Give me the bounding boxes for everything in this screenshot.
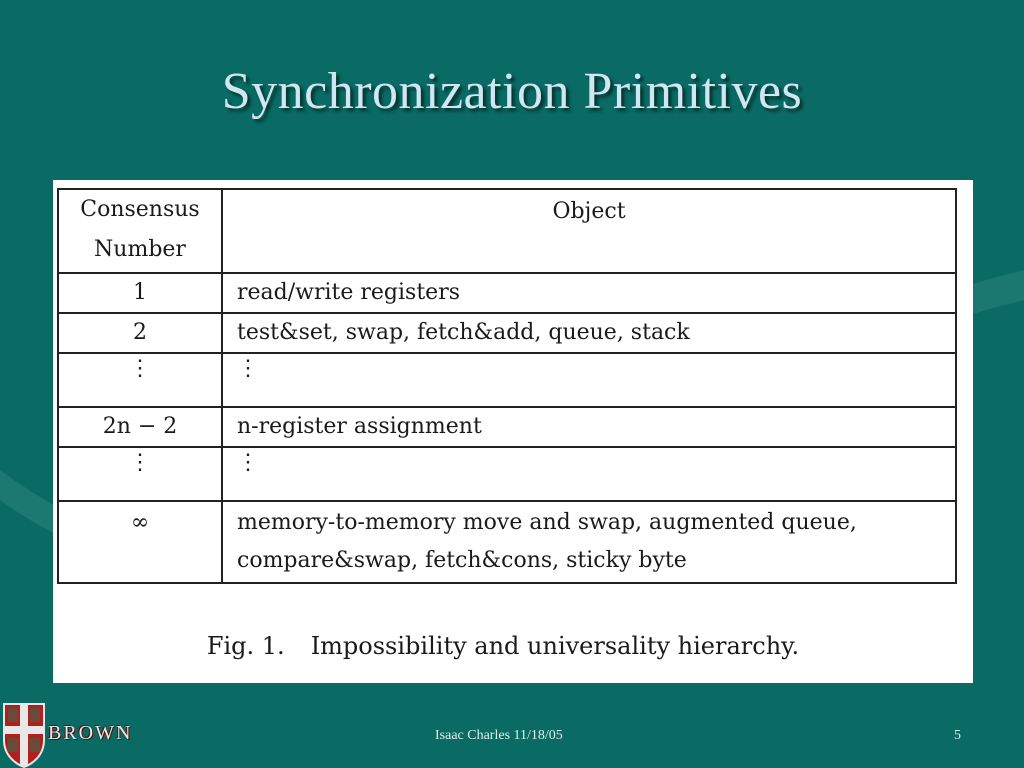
caption-label: Fig. 1. (206, 632, 285, 660)
header-consensus-number: Consensus Number (58, 189, 222, 273)
figure-image (53, 180, 973, 683)
row-number: 2n − 2 (58, 407, 222, 447)
row-object: test&set, swap, fetch&add, queue, stack (222, 313, 956, 353)
table-header-row (58, 189, 956, 273)
logo-text: BROWN (48, 722, 133, 744)
table-row (58, 273, 956, 313)
page-number: 5 (954, 728, 961, 743)
caption-text: Impossibility and universality hierarchy. (310, 632, 800, 660)
shield-icon (2, 700, 46, 768)
table-row (58, 501, 956, 583)
row-object: n-register assignment (222, 407, 956, 447)
brown-logo (2, 700, 152, 768)
hierarchy-table (57, 188, 957, 584)
slide-title: Synchronization Primitives (221, 63, 803, 120)
row-number: ∞ (58, 501, 222, 583)
footer-author-date: Isaac Charles 11/18/05 (435, 728, 563, 743)
row-object: ⋮ (222, 447, 956, 501)
header-object: Object (222, 189, 956, 273)
row-object: memory-to-memory move and swap, augmented queue, compare&swap, fetch&cons, sticky byte (222, 501, 956, 583)
figure-caption (53, 632, 953, 660)
row-object: read/write registers (222, 273, 956, 313)
row-number: ⋮ (58, 353, 222, 407)
table-row (58, 447, 956, 501)
table-row (58, 407, 956, 447)
table-row (58, 313, 956, 353)
row-number: 1 (58, 273, 222, 313)
row-object: ⋮ (222, 353, 956, 407)
row-number: ⋮ (58, 447, 222, 501)
row-number: 2 (58, 313, 222, 353)
table-row (58, 353, 956, 407)
